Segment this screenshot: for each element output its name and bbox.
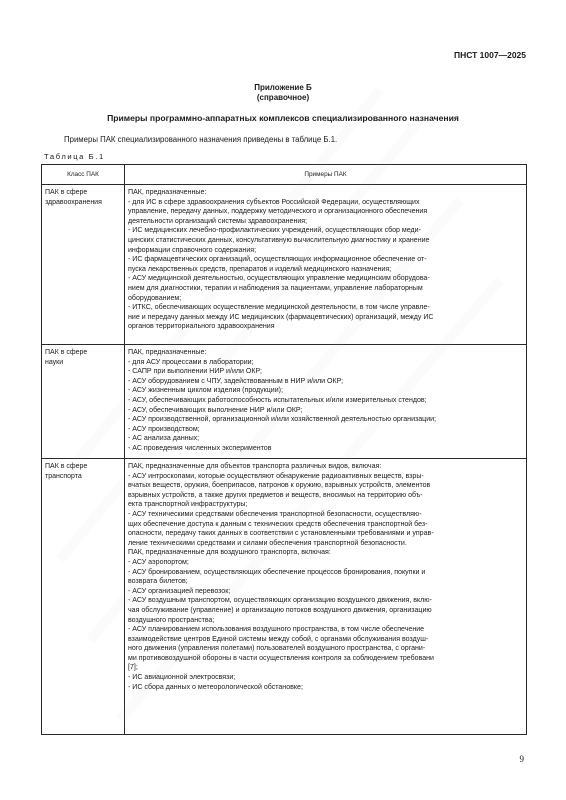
example-line: ПАК, предназначенные: xyxy=(128,189,207,196)
examples-cell xyxy=(125,459,527,735)
example-line: - АС анализа данных; xyxy=(128,435,200,443)
example-line: щих обеспечение доступа к данным с технических средств обеспечения транспортной без- xyxy=(128,520,428,528)
example-line: чая обслуживание (управление) и организацию потоков воздушного движения, организацию xyxy=(128,606,432,614)
table-caption: Таблица Б.1 xyxy=(44,152,105,161)
class-line: науки xyxy=(45,358,64,366)
class-cell xyxy=(42,345,125,459)
example-line: - АСУ организацией перевозок; xyxy=(128,587,231,595)
example-line: вчатых веществ, оружия, боеприпасов, патронов к оружию, взрывных устройств, элементов xyxy=(128,482,431,490)
example-line: - АСУ бронированием, осуществляющих обеспечение процессов бронирования, покупки и xyxy=(128,568,426,576)
example-line: ПАК, предназначенные для воздушного транспорта, включая: xyxy=(128,549,331,557)
appendix-title-main: Приложение Б xyxy=(254,83,312,92)
example-line: - для ИС в сфере здравоохранения субъектов Российской Федерации, осуществляющих xyxy=(128,198,420,206)
example-line: - САПР при выполнении НИР и/или ОКР; xyxy=(128,368,262,376)
table-row xyxy=(42,459,527,735)
example-line: ПАК, предназначенные: xyxy=(128,349,207,356)
table-header-row xyxy=(42,165,527,185)
example-line: - ИС медицинских лечебно-профилактических учреждений, осуществляющих сбор меди- xyxy=(128,227,421,235)
example-line: ление техническими средствами и силами обеспечения транспортной безопасности. xyxy=(128,539,407,547)
class-line: ПАК в сфере xyxy=(45,463,88,470)
column-header-examples: Примеры ПАК xyxy=(125,165,527,185)
example-line: возврата билетов; xyxy=(128,578,188,586)
appendix-title xyxy=(0,83,566,103)
example-line: - АСУ аэропортом; xyxy=(128,558,189,566)
example-line: [7]; xyxy=(128,664,138,672)
example-line: - ИС сбора данных о метеорологической обстановке; xyxy=(128,683,303,691)
appendix-title-sub: (справочное) xyxy=(256,93,310,102)
example-line: - АС проведения численных экспериментов xyxy=(128,444,272,452)
example-line: деятельности организаций системы здравоохранения; xyxy=(128,217,308,225)
example-line: - АСУ жизненным циклом изделия (продукции); xyxy=(128,387,283,395)
example-line: - для АСУ процессами в лаборатории; xyxy=(128,358,254,366)
class-line: ПАК в сфере xyxy=(45,189,88,196)
example-line: ПАК, предназначенные для объектов транспорта различных видов, включая: xyxy=(128,463,382,470)
example-line: - ИС авиационной электросвязи; xyxy=(128,674,236,682)
example-line: - ИТКС, обеспечивающих осуществление медицинской деятельности, в том числе управле- xyxy=(128,304,430,312)
example-line: пуска лекарственных средств, препаратов и изделий медицинского назначения; xyxy=(128,265,392,273)
example-line: - АСУ воздушным транспортом, осуществляющих организацию воздушного движения, вклю- xyxy=(128,597,432,605)
example-line: взаимодействие центров Единой системы между собой, с органами обслуживания воздуш- xyxy=(128,635,429,643)
example-line: - АСУ, обеспечивающих работоспособность испытательных и/или измерительных стендов; xyxy=(128,396,427,404)
example-line: взрывных устройств, а также других предметов и веществ, вносимых на территорию объ- xyxy=(128,491,423,499)
example-line: оборудованием; xyxy=(128,294,182,302)
table-row xyxy=(42,185,527,345)
example-line: ние и передачу данных между ИС медицинских (фармацевтических) организаций, между ИС xyxy=(128,313,434,321)
example-line: ного движения (управления полетами) пользователей воздушного пространства, с органи- xyxy=(128,645,426,653)
example-line: управление, передачу данных, поддержку методического и организационного обеспечения xyxy=(128,208,428,216)
standard-code: ПНСТ 1007—2025 xyxy=(453,50,526,60)
class-cell xyxy=(42,185,125,345)
example-line: опасности, передачу таких данных в соответствии с установленными требованиями и управ- xyxy=(128,530,434,538)
example-line: нием для диагностики, терапии и наблюдения за пациентами, управление лабораторным xyxy=(128,284,423,292)
example-line: - АСУ медицинской деятельностью, осуществляющих управление медицинским оборудова- xyxy=(128,275,430,283)
example-line: - АСУ интроскопами, которые осуществляют обнаружение радиоактивных веществ, взры- xyxy=(128,472,424,480)
example-line: екта транспортной инфраструктуры; xyxy=(128,501,248,509)
example-line: органов территориального здравоохранения xyxy=(128,323,275,331)
examples-table xyxy=(41,164,527,735)
class-line: здравоохранения xyxy=(45,198,102,206)
section-heading: Примеры программно-аппаратных комплексов специализированного назначения xyxy=(107,113,459,123)
column-header-class: Класс ПАК xyxy=(42,165,125,185)
table-row xyxy=(42,345,527,459)
example-line: - АСУ планированием использования воздушного пространства, в том числе обеспечение xyxy=(128,626,425,634)
example-line: цинских статистических данных, консультативную вычислительную диагностику и хранение xyxy=(128,236,430,244)
example-line: - АСУ, обеспечивающих выполнение НИР и/или ОКР; xyxy=(128,406,303,414)
example-line: - АСУ оборудованием с ЧПУ, задействованным в НИР и/или ОКР; xyxy=(128,377,344,385)
example-line: - АСУ производственной, организационной и/или хозяйственной деятельностью организации; xyxy=(128,416,437,424)
examples-cell xyxy=(125,345,527,459)
example-line: ми противовоздушной обороны в части осуществления контроля за соблюдением требовани xyxy=(128,654,434,662)
intro-paragraph: Примеры ПАК специализированного назначения приведены в таблице Б.1. xyxy=(64,135,338,144)
example-line: - АСУ техническими средствами обеспечения транспортной безопасности, осуществляю- xyxy=(128,510,422,518)
class-line: транспорта xyxy=(45,472,82,480)
example-line: воздушного пространства; xyxy=(128,616,215,624)
page-number: 9 xyxy=(519,754,524,764)
class-line: ПАК в сфере xyxy=(45,349,88,356)
class-cell xyxy=(42,459,125,735)
example-line: - ИС фармацевтических организаций, осуществляющих информационное обеспечение от- xyxy=(128,256,427,264)
examples-cell xyxy=(125,185,527,345)
example-line: - АСУ производством; xyxy=(128,425,200,433)
example-line: информации справочного содержания; xyxy=(128,246,257,254)
